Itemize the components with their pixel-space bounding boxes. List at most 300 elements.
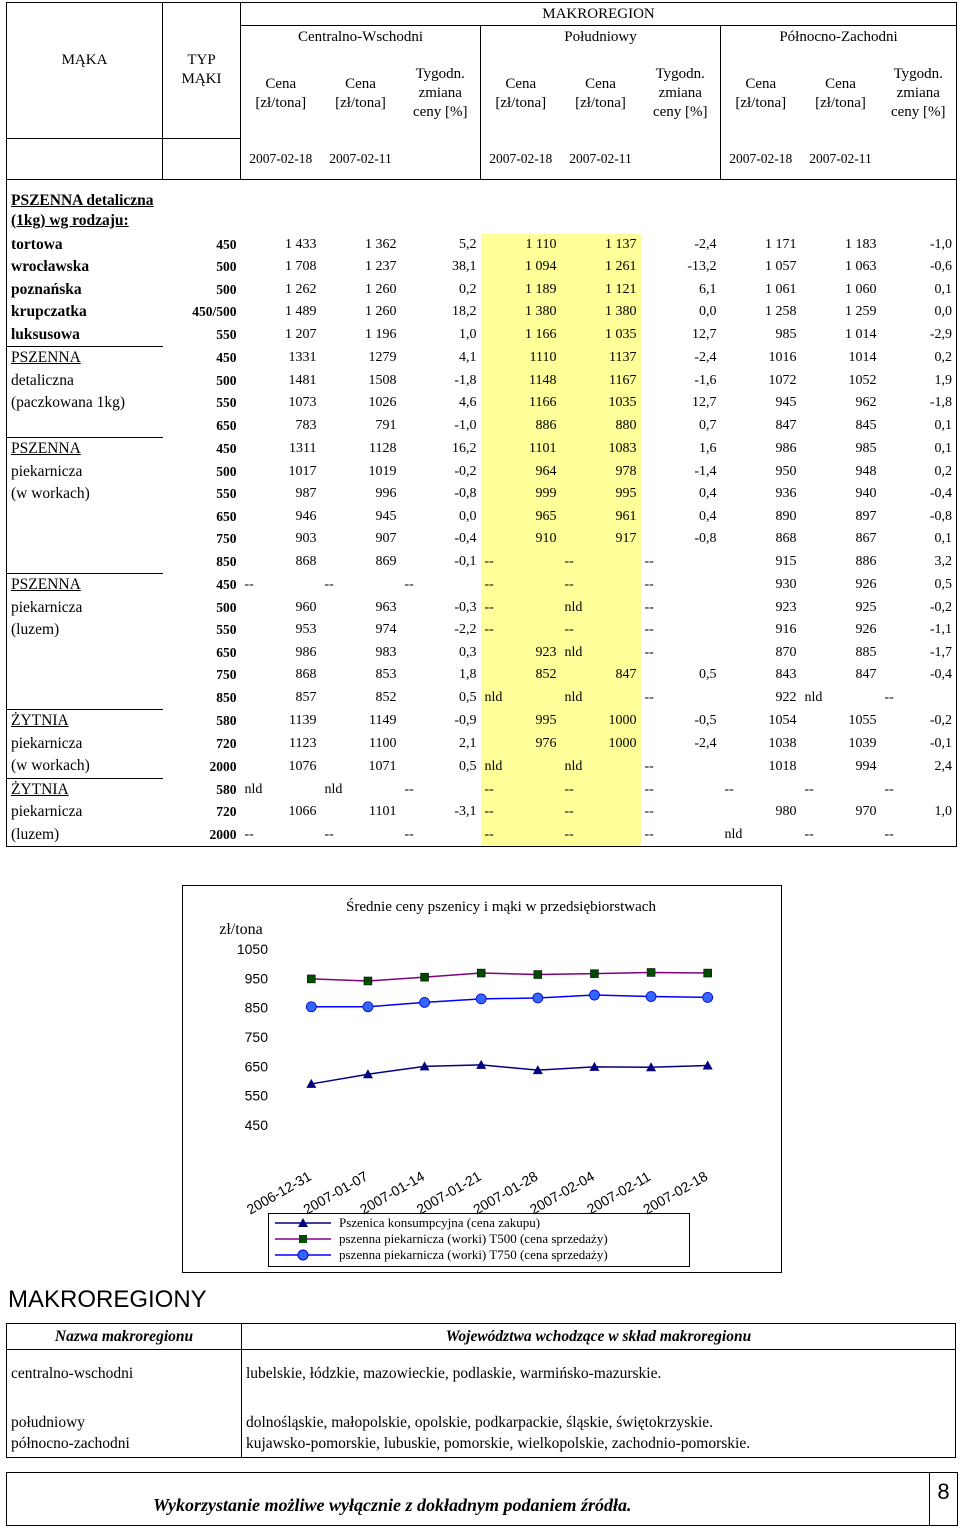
section-label: ŻYTNIA (7, 778, 163, 801)
cell-value: -- (724, 781, 734, 797)
cell-value: nld (561, 597, 641, 620)
table-row (7, 755, 957, 778)
cell-value: 847 (775, 418, 797, 433)
section-label: PSZENNA (7, 574, 163, 597)
row-name: krupczatka (11, 303, 87, 321)
row-typ: 850 (216, 554, 237, 569)
cell-value: 1,8 (459, 667, 477, 683)
cell-value: -- (481, 574, 561, 597)
cell-value: 1 196 (365, 327, 397, 342)
cell-value: -- (804, 826, 814, 842)
cell-value: -0,9 (454, 713, 477, 728)
cell-value: 1508 (368, 372, 397, 388)
section-label: PSZENNA (7, 438, 163, 461)
cell-value: 0,5 (934, 577, 952, 592)
data-point-square (364, 977, 372, 985)
cell-value: 1 183 (845, 236, 877, 252)
x-tick-label: 2006-12-31 (243, 1167, 314, 1218)
table-row (7, 710, 957, 733)
cell-value: 1 189 (481, 279, 561, 302)
cell-value: 996 (375, 486, 397, 502)
section-label-empty (7, 551, 163, 574)
cell-value: 1026 (368, 395, 397, 411)
header-date: 2007-02-11 (569, 151, 632, 166)
cell-value: -1,7 (929, 644, 952, 660)
header-empty (401, 139, 481, 180)
y-tick-label: 650 (244, 1058, 268, 1075)
cell-value: 38,1 (452, 259, 477, 275)
cell-value: -- (644, 758, 654, 774)
row-typ: 750 (216, 531, 237, 547)
header-cena: Cena [zł/tona] (735, 75, 787, 111)
y-tick-label: 550 (244, 1087, 268, 1104)
legend-label: pszenna piekarnicza (worki) T500 (cena sprzedaży) (339, 1231, 608, 1246)
y-tick-label: 1050 (236, 941, 268, 957)
table-row (7, 324, 957, 347)
cell-value: 847 (561, 664, 641, 687)
cell-value: 852 (481, 664, 561, 687)
cell-value: 12,7 (692, 327, 717, 342)
row-typ: 500 (216, 463, 237, 479)
header-date: 2007-02-18 (489, 151, 553, 166)
cell-value: 915 (775, 554, 797, 569)
section-label: piekarnicza (11, 734, 83, 752)
row-typ: 450/500 (192, 304, 237, 320)
row-typ: 2000 (209, 826, 237, 842)
section-label: (w workach) (11, 757, 90, 775)
cell-value: 1311 (289, 441, 317, 456)
data-point-square (477, 969, 485, 977)
cell-value: 925 (855, 599, 877, 615)
cell-value: 1148 (481, 370, 561, 393)
cell-value: -- (404, 781, 414, 797)
data-point-circle (476, 994, 486, 1004)
table-row (7, 528, 957, 551)
header-cena: Cena [zł/tona] (335, 75, 386, 111)
row-typ: 650 (216, 508, 237, 524)
cell-value: -0,8 (929, 508, 952, 524)
section-label: ŻYTNIA (7, 710, 163, 733)
cell-value: 0,2 (934, 350, 952, 365)
header-date: 2007-02-11 (329, 151, 392, 166)
cell-value: -- (644, 804, 654, 820)
cell-value: 995 (561, 483, 641, 506)
cell-value: 1016 (768, 350, 797, 365)
header-date: 2007-02-18 (729, 151, 793, 166)
mk-woj: dolnośląskie, małopolskie, opolskie, podkarpackie, śląskie, świętokrzyskie. (246, 1413, 714, 1431)
cell-value: -- (884, 781, 894, 797)
cell-value: -- (481, 597, 561, 620)
cell-value: 923 (775, 599, 797, 615)
table-row (7, 279, 957, 302)
cell-value: 3,2 (934, 554, 952, 569)
cell-value: 1 261 (561, 256, 641, 279)
cell-value: -3,1 (454, 804, 477, 820)
cell-value: nld (244, 781, 263, 797)
y-tick-label: 450 (244, 1117, 268, 1133)
cell-value: 1014 (848, 350, 877, 365)
cell-value: 1 380 (561, 301, 641, 324)
cell-value: 1038 (768, 735, 797, 751)
cell-value: 1128 (369, 441, 397, 456)
cell-value: -0,5 (694, 713, 717, 728)
cell-value: nld (804, 690, 823, 705)
cell-value: 5,2 (459, 236, 477, 252)
row-typ: 450 (216, 350, 237, 365)
cell-value: 880 (561, 415, 641, 438)
cell-value: 1 207 (285, 327, 317, 342)
cell-value: -- (244, 577, 254, 592)
cell-value: -- (644, 826, 654, 842)
row-name: luksusowa (11, 325, 80, 343)
row-typ: 450 (216, 236, 237, 252)
mk-col2: Województwa wchodzące w skład makroregionu (242, 1324, 956, 1350)
cell-value: 907 (375, 531, 397, 547)
table-row (7, 778, 957, 801)
table-row (7, 597, 957, 620)
chart-legend (268, 1213, 690, 1267)
mk-woj: lubelskie, łódzkie, mazowieckie, podlaskie, warmińsko-mazurskie. (246, 1364, 662, 1382)
legend-entry (273, 1247, 608, 1263)
cell-value: 1 708 (285, 259, 317, 275)
cell-value: -- (644, 781, 654, 797)
page-number (929, 1472, 958, 1526)
cell-value: -2,2 (454, 622, 477, 638)
cell-value: -- (244, 826, 254, 842)
header-zmiana: Tygodn. zmiana ceny [%] (641, 49, 721, 139)
data-point-circle (533, 993, 543, 1003)
cell-value: -- (481, 801, 561, 824)
header-maka: MĄKA (7, 3, 163, 139)
cell-value: 995 (481, 710, 561, 733)
cell-value: -1,4 (694, 463, 717, 479)
cell-value: 1017 (288, 463, 317, 479)
cell-value: 12,7 (692, 395, 717, 411)
cell-value: 1137 (561, 347, 641, 370)
cell-value: -0,2 (929, 713, 952, 728)
data-point-circle (363, 1002, 373, 1012)
table-row (7, 664, 957, 687)
cell-value: 0,0 (459, 508, 477, 524)
cell-value: 946 (295, 508, 317, 524)
section-label: detaliczna (11, 371, 74, 389)
cell-value: 868 (775, 531, 797, 547)
y-tick-label: 850 (244, 999, 268, 1016)
cell-value: 962 (855, 395, 877, 411)
table-row (7, 619, 957, 642)
data-point-square (704, 969, 712, 977)
triangle-marker-icon (273, 1216, 333, 1230)
cell-value: 985 (775, 327, 797, 342)
cell-value: 2,1 (459, 735, 477, 751)
cell-value: 0,7 (699, 418, 717, 433)
cell-value: nld (561, 755, 641, 778)
cell-value: 857 (295, 690, 317, 705)
cell-value: 1,0 (934, 804, 952, 820)
price-table (6, 2, 957, 847)
cell-value: 1035 (561, 392, 641, 415)
row-typ: 550 (216, 327, 237, 342)
cell-value: 1019 (368, 463, 397, 479)
cell-value: 1 259 (845, 304, 877, 320)
table-row (7, 461, 957, 484)
cell-value: 0,0 (934, 304, 952, 320)
cell-value: nld (561, 687, 641, 710)
cell-value: 994 (855, 758, 877, 774)
cell-value: 0,2 (459, 281, 477, 297)
header-empty (641, 139, 721, 180)
row-name: poznańska (11, 280, 82, 298)
cell-value: -- (481, 551, 561, 574)
section-label: (paczkowana 1kg) (11, 394, 126, 412)
cell-value: 1 137 (561, 234, 641, 257)
cell-value: -1,8 (454, 372, 477, 388)
header-zmiana: Tygodn. zmiana ceny [%] (890, 66, 946, 120)
cell-value: 791 (375, 418, 397, 433)
cell-value: -0,2 (454, 463, 477, 479)
cell-value: 922 (775, 690, 797, 705)
table-row (7, 506, 957, 529)
mk-name: centralno-wschodni (7, 1350, 242, 1398)
table-row (7, 642, 957, 665)
cell-value: 1 260 (365, 281, 397, 297)
cell-value: 1066 (288, 804, 317, 820)
row-typ: 650 (216, 418, 237, 433)
cell-value: 1,6 (699, 441, 717, 456)
row-typ: 720 (216, 804, 237, 820)
table-row (7, 415, 957, 438)
cell-value: 0,3 (459, 644, 477, 660)
cell-value: -- (324, 577, 334, 592)
cell-value: -0,4 (454, 531, 477, 547)
cell-value: 964 (481, 461, 561, 484)
x-tick-label: 2007-01-21 (413, 1167, 484, 1218)
cell-value: 930 (775, 577, 797, 592)
cell-value: nld (724, 826, 743, 842)
cell-value: 1,9 (934, 372, 952, 388)
cell-value: -- (561, 824, 641, 847)
row-typ: 580 (216, 713, 237, 728)
row-typ: 550 (216, 622, 237, 638)
cell-value: -- (481, 778, 561, 801)
cell-value: 868 (295, 667, 317, 683)
cell-value: 867 (855, 531, 877, 547)
cell-value: 1 060 (845, 281, 877, 297)
row-typ: 450 (216, 577, 237, 592)
section-label: piekarnicza (11, 462, 83, 480)
cell-value: -- (481, 824, 561, 847)
cell-value: 18,2 (452, 304, 477, 320)
legend-entry (273, 1215, 540, 1231)
cell-value: 1149 (369, 713, 397, 728)
row-typ: 650 (216, 644, 237, 660)
cell-value: 1000 (561, 733, 641, 756)
cell-value: -0,1 (929, 735, 952, 751)
square-marker-icon (273, 1232, 333, 1246)
cell-value: 1110 (481, 347, 561, 370)
cell-value: 16,2 (452, 441, 477, 456)
section-label: (1kg) wg rodzaju: (11, 211, 129, 229)
cell-value: -- (644, 644, 654, 660)
cell-value: 1101 (369, 804, 397, 820)
cell-value: -- (561, 801, 641, 824)
table-row (7, 392, 957, 415)
cell-value: 1 035 (561, 324, 641, 347)
cell-value: 950 (775, 463, 797, 479)
cell-value: 1 380 (481, 301, 561, 324)
legend-label: pszenna piekarnicza (worki) T750 (cena sprzedaży) (339, 1247, 608, 1262)
data-point-square (421, 973, 429, 981)
cell-value: 948 (855, 463, 877, 479)
cell-value: 980 (775, 804, 797, 820)
cell-value: 0,1 (934, 531, 952, 547)
makroregiony-table (6, 1323, 956, 1458)
mk-col1: Nazwa makroregionu (7, 1324, 242, 1350)
table-row (7, 801, 957, 824)
section-label-empty (7, 506, 163, 529)
cell-value: 987 (295, 486, 317, 502)
cell-value: -13,2 (687, 259, 717, 275)
cell-value: -- (804, 781, 814, 797)
header-cena: Cena [zł/tona] (815, 75, 866, 111)
cell-value: 926 (855, 622, 877, 638)
cell-value: 1083 (561, 438, 641, 461)
cell-value: 961 (561, 506, 641, 529)
cell-value: 0,4 (699, 486, 717, 502)
table-row (7, 256, 957, 279)
cell-value: 1 171 (765, 236, 797, 252)
cell-value: nld (324, 781, 343, 797)
header-region-pz: Północno-Zachodni (779, 28, 898, 45)
row-typ: 500 (216, 259, 237, 275)
cell-value: 916 (775, 622, 797, 638)
cell-value: 910 (481, 528, 561, 551)
cell-value: 1139 (289, 713, 317, 728)
cell-value: -- (561, 574, 641, 597)
cell-value: -- (561, 619, 641, 642)
cell-value: 0,5 (459, 690, 477, 705)
data-point-square (590, 970, 598, 978)
cell-value: -- (644, 599, 654, 615)
cell-value: -- (644, 622, 654, 638)
cell-value: 886 (481, 415, 561, 438)
cell-value: -- (481, 619, 561, 642)
page-number-text: 8 (937, 1479, 950, 1504)
footer-text: Wykorzystanie możliwe wyłącznie z dokładnym podaniem źródła. (153, 1495, 632, 1515)
x-tick-label: 2007-01-28 (470, 1167, 541, 1218)
row-typ: 2000 (209, 758, 237, 774)
table-row (7, 551, 957, 574)
cell-value: 1 260 (365, 304, 397, 320)
data-point-circle (306, 1002, 316, 1012)
cell-value: 1 258 (765, 304, 797, 320)
cell-value: -1,8 (929, 395, 952, 411)
cell-value: nld (481, 687, 561, 710)
cell-value: 978 (561, 461, 641, 484)
cell-value: 1,0 (459, 327, 477, 342)
section-label-empty (7, 642, 163, 665)
header-makroregion: MAKROREGION (241, 3, 957, 26)
cell-value: 926 (855, 577, 877, 592)
cell-value: -1,1 (929, 622, 952, 638)
header-typ: TYP MĄKI (163, 3, 241, 139)
table-row (7, 370, 957, 393)
cell-value: 976 (481, 733, 561, 756)
cell-value: 1 433 (285, 236, 317, 252)
section-label-empty (7, 664, 163, 687)
cell-value: 970 (855, 804, 877, 820)
y-axis-label: zł/tona (219, 921, 263, 938)
cell-value: nld (481, 755, 561, 778)
cell-value: 1071 (368, 758, 397, 774)
cell-value: 1 094 (481, 256, 561, 279)
cell-value: 0,1 (934, 441, 952, 456)
section-label: piekarnicza (11, 803, 83, 821)
cell-value: 1052 (848, 372, 877, 388)
cell-value: -0,8 (454, 486, 477, 502)
cell-value: 885 (855, 644, 877, 660)
section-label: (luzem) (11, 825, 60, 843)
cell-value: 1 014 (845, 327, 877, 342)
section-label: PSZENNA detaliczna (11, 191, 154, 209)
makroregiony-title: MAKROREGIONY (8, 1286, 207, 1313)
cell-value: 923 (481, 642, 561, 665)
cell-value: 953 (295, 622, 317, 638)
cell-value: 0,5 (699, 667, 717, 683)
table-row (7, 301, 957, 324)
cell-value: -2,4 (694, 236, 717, 252)
circle-marker-icon (273, 1248, 333, 1262)
cell-value: -- (644, 577, 654, 592)
cell-value: 940 (855, 486, 877, 502)
cell-value: -0,3 (454, 599, 477, 615)
cell-value: 1 237 (365, 259, 397, 275)
cell-value: 0,2 (934, 463, 952, 479)
table-row (7, 574, 957, 597)
cell-value: 1331 (288, 350, 317, 365)
cell-value: 897 (855, 508, 877, 524)
row-typ: 500 (216, 599, 237, 615)
row-typ: 580 (216, 781, 237, 797)
cell-value: -0,1 (454, 554, 477, 569)
cell-value: 917 (561, 528, 641, 551)
legend-label: Pszenica konsumpcyjna (cena zakupu) (339, 1215, 541, 1230)
section-label-empty (7, 528, 163, 551)
x-tick-label: 2007-01-14 (357, 1167, 428, 1218)
legend-entry (273, 1231, 608, 1247)
cell-value: -0,4 (929, 667, 952, 683)
row-name: tortowa (11, 235, 63, 253)
table-row (7, 234, 957, 257)
row-typ: 550 (216, 486, 237, 502)
cell-value: -- (561, 778, 641, 801)
cell-value: -1,0 (454, 418, 477, 433)
cell-value: 890 (775, 508, 797, 524)
cell-value: 2,4 (934, 758, 952, 774)
footer-box (6, 1472, 930, 1526)
y-tick-label: 950 (244, 970, 268, 987)
row-typ: 500 (216, 372, 237, 388)
cell-value: 983 (375, 644, 397, 660)
cell-value: 965 (481, 506, 561, 529)
section-header-row (7, 179, 957, 234)
table-row (7, 483, 957, 506)
section-label: piekarnicza (11, 598, 83, 616)
x-tick-label: 2007-01-07 (300, 1167, 371, 1218)
header-region-cw: Centralno-Wschodni (241, 26, 481, 49)
cell-value: 1 063 (845, 259, 877, 275)
cell-value: -2,9 (929, 327, 952, 342)
